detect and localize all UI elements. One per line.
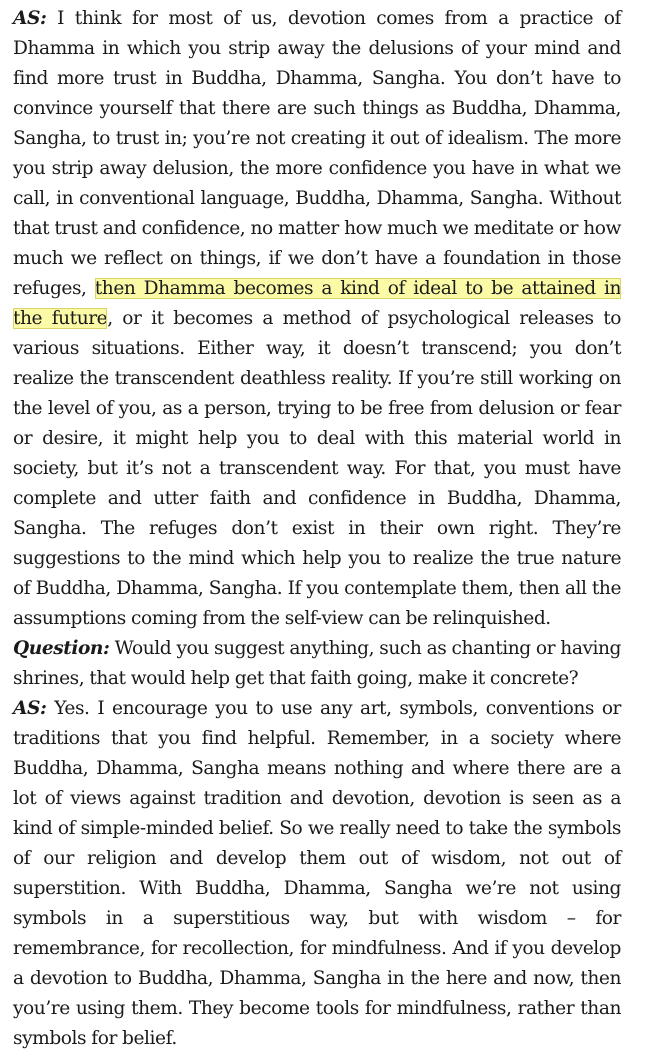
question-paragraph: [13, 634, 621, 694]
speaker-label: AS:: [13, 8, 47, 29]
paragraph-text-before-highlight: I think for most of us, devotion comes from a practice of Dhamma in which you strip away the delusions of your mind and find more trust in Buddha, Dhamma, Sangha. You don’t have to convince yourself that there are such things as Buddha, Dhamma, Sangha, to trust in; you’re not creating it out of idealism. The more you strip away delusion, the more confidence you have in what we call, in conventional language, Buddha, Dhamma, Sangha. Without that trust and confidence, no matter how much we meditate or how much we reflect on things, if we don’t have a foundation in those refuges,: [13, 8, 621, 299]
paragraph-text-after-highlight: , or it becomes a method of psychological releases to various situations. Either way, it doesn’t transcend; you don’t realize the transcendent deathless reality. If you’re still working on the level of you, as a person, trying to be free from delusion or fear or desire, it might help you to deal with this material world in society, but it’s not a transcendent way. For that, you must have complete and utter faith and confidence in Buddha, Dhamma, Sangha. The refuges don’t exist in their own right. They’re suggestions to the mind which help you to realize the true nature of Buddha, Dhamma, Sangha. If you contemplate them, then all the assumptions coming from the self-view can be relinquished.: [13, 308, 621, 629]
answer-text: Yes. I encourage you to use any art, symbols, conventions or traditions that you find helpful. Remember, in a society where Buddha, Dhamma, Sangha means nothing and where there are a lot of views against tradition and devotion, devotion is seen as a kind of simple-minded belief. So we really need to take the symbols of our religion and develop them out of wisdom, not out of superstition. With Buddha, Dhamma, Sangha we’re not using symbols in a superstitious way, but with wisdom – for remembrance, for recollection, for mindfulness. And if you develop a devotion to Buddha, Dhamma, Sangha in the here and now, then you’re using them. They become tools for mindfulness, rather than symbols for belief.: [13, 698, 621, 1049]
speaker-label: AS:: [13, 698, 47, 719]
answer-paragraph-1: [13, 4, 621, 634]
document-page: [13, 4, 621, 1054]
question-text: Would you suggest anything, such as chanting or having shrines, that would help get that faith going, make it concrete?: [13, 638, 621, 689]
highlighted-text[interactable]: then Dhamma becomes a kind of ideal to be attained in the future: [13, 278, 621, 329]
speaker-label: Question:: [13, 638, 110, 659]
answer-paragraph-2: [13, 694, 621, 1054]
